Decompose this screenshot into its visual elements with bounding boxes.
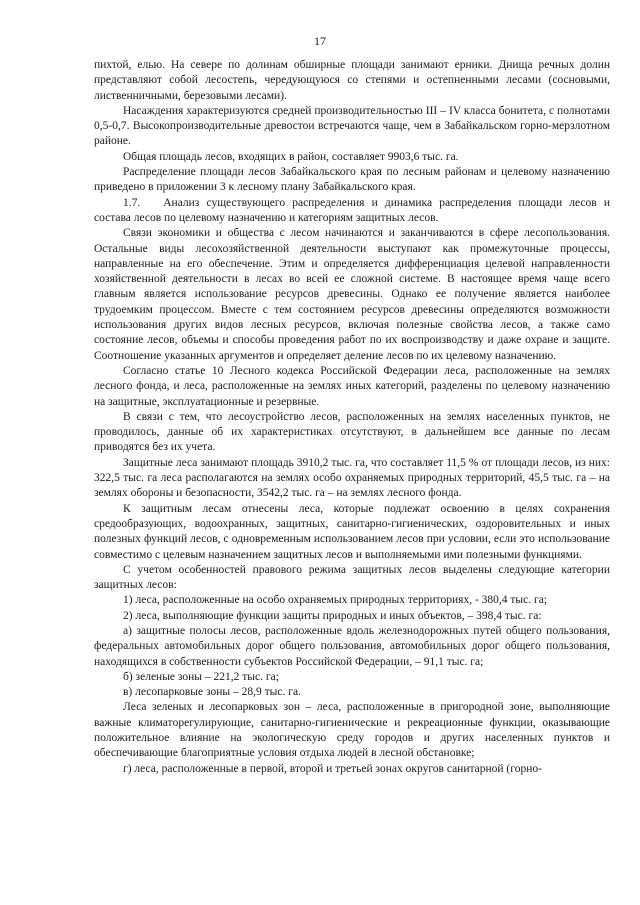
list-item: 1) леса, расположенные на особо охраняемых природных территориях, - 380,4 тыс. га;	[123, 594, 548, 607]
paragraph: Защитные леса занимают площадь 3910,2 тыс. га, что составляет 11,5 % от площади лесов, из них: 322,5 тыс. га леса располагаются на землях особо охраняемых природных территорий, 45,5 тыс. га – на землях обороны и безопасности, 3542,2 тыс. га – на землях лесного фонда.	[94, 456, 610, 500]
paragraph: Общая площадь лесов, входящих в район, составляет 9903,6 тыс. га.	[123, 150, 459, 163]
list-item: б) зеленые зоны – 221,2 тыс. га;	[123, 670, 279, 683]
paragraph: Распределение площади лесов Забайкальского края по лесным районам и целевому назначению приведено в приложении 3 к лесному плану Забайкальского края.	[94, 166, 610, 194]
paragraph: К защитным лесам отнесены леса, которые подлежат освоению в целях сохранения средообразующих, водоохранных, защитных, санитарно-гигиенических, оздоровительных и иных полезных функций лесов, с одновременным использованием лесов при условии, если это использование совместимо с целевым назначением защитных лесов и выполняемыми ими полезными функциями.	[94, 502, 610, 561]
list-item: 2) леса, выполняющие функции защиты природных и иных объектов, – 398,4 тыс. га:	[123, 609, 542, 622]
page-number: 17	[314, 34, 326, 48]
paragraph: Согласно статье 10 Лесного кодекса Российской Федерации леса, расположенные на землях лесного фонда, и леса, расположенные на землях иных категорий, разделены по целевому назначению на защитные, эксплуатационные и резервные.	[94, 364, 610, 408]
list-item: г) леса, расположенные в первой, второй и третьей зонах округов санитарной (горно-	[123, 762, 542, 775]
paragraph: С учетом особенностей правового режима защитных лесов выделены следующие категории защитных лесов:	[94, 563, 610, 592]
list-item: в) лесопарковые зоны – 28,9 тыс. га.	[123, 686, 301, 699]
paragraph: Леса зеленых и лесопарковых зон – леса, расположенные в пригородной зоне, выполняющие важные климатoрегулирующие, санитарно-гигиенические и рекреационные функции, оказывающие положительное влияние на экологическую среду городов и других населенных пунктов и обеспечивающие благоприятные условия отдыха людей в лесной обстановке;	[94, 701, 610, 760]
paragraph: Насаждения характеризуются средней производительностью III – IV класса бонитета, с полнотами 0,5-0,7. Высокопроизводительные древостои встречаются чаще, чем в Забайкальском горно-мерзлотном районе.	[94, 104, 610, 148]
paragraph: В связи с тем, что лесоустройство лесов, расположенных на землях населенных пунктов, не проводилось, данные об их характеристиках отсутствуют, в дальнейшем все данные по лесам приводятся без их учета.	[94, 410, 610, 454]
list-item: а) защитные полосы лесов, расположенные вдоль железнодорожных путей общего пользования, федеральных автомобильных дорог общего пользования, автомобильных дорог общего пользования, находящихся в собственности субъектов Российской Федерации, – 91,1 тыс. га;	[94, 624, 610, 668]
section-heading: 1.7. Анализ существующего распределения и динамика распределения площади лесов и состава лесов по целевому назначению и категориям защитных лесов.	[94, 196, 610, 224]
paragraph: Связи экономики и общества с лесом начинаются и заканчиваются в сфере лесопользования. Остальные виды лесохозяйственной деятельности выступают как промежуточные процессы, направленные на его обеспечение. Этим и определяется дифференциация целевой направленности хозяйственной деятельности в лесах во всей ее сложной системе. В настоящее время чаще всего главным является использование ресурсов древесины. Однако ее получение является наиболее трудоемким процессом. Вместе с тем состоянием ресурсов древесины определяются возможности использования других видов лесных ресурсов, включая полезные свойства лесов, а также само состояние лесов, объемы и способы проведения работ по их воспроизводству и даже охране и защите. Соотношение указанных аргументов и определяет деление лесов по их целевому назначению.	[94, 227, 610, 362]
paragraph: пихтой, елью. На севере по долинам обширные площади занимают ерники. Днища речных долин представляют собой лесостепь, чередующуюся со степями и остепненными лесами (сосновыми, лиственничными, березовыми лесами).	[94, 59, 610, 102]
body-text	[94, 58, 610, 777]
